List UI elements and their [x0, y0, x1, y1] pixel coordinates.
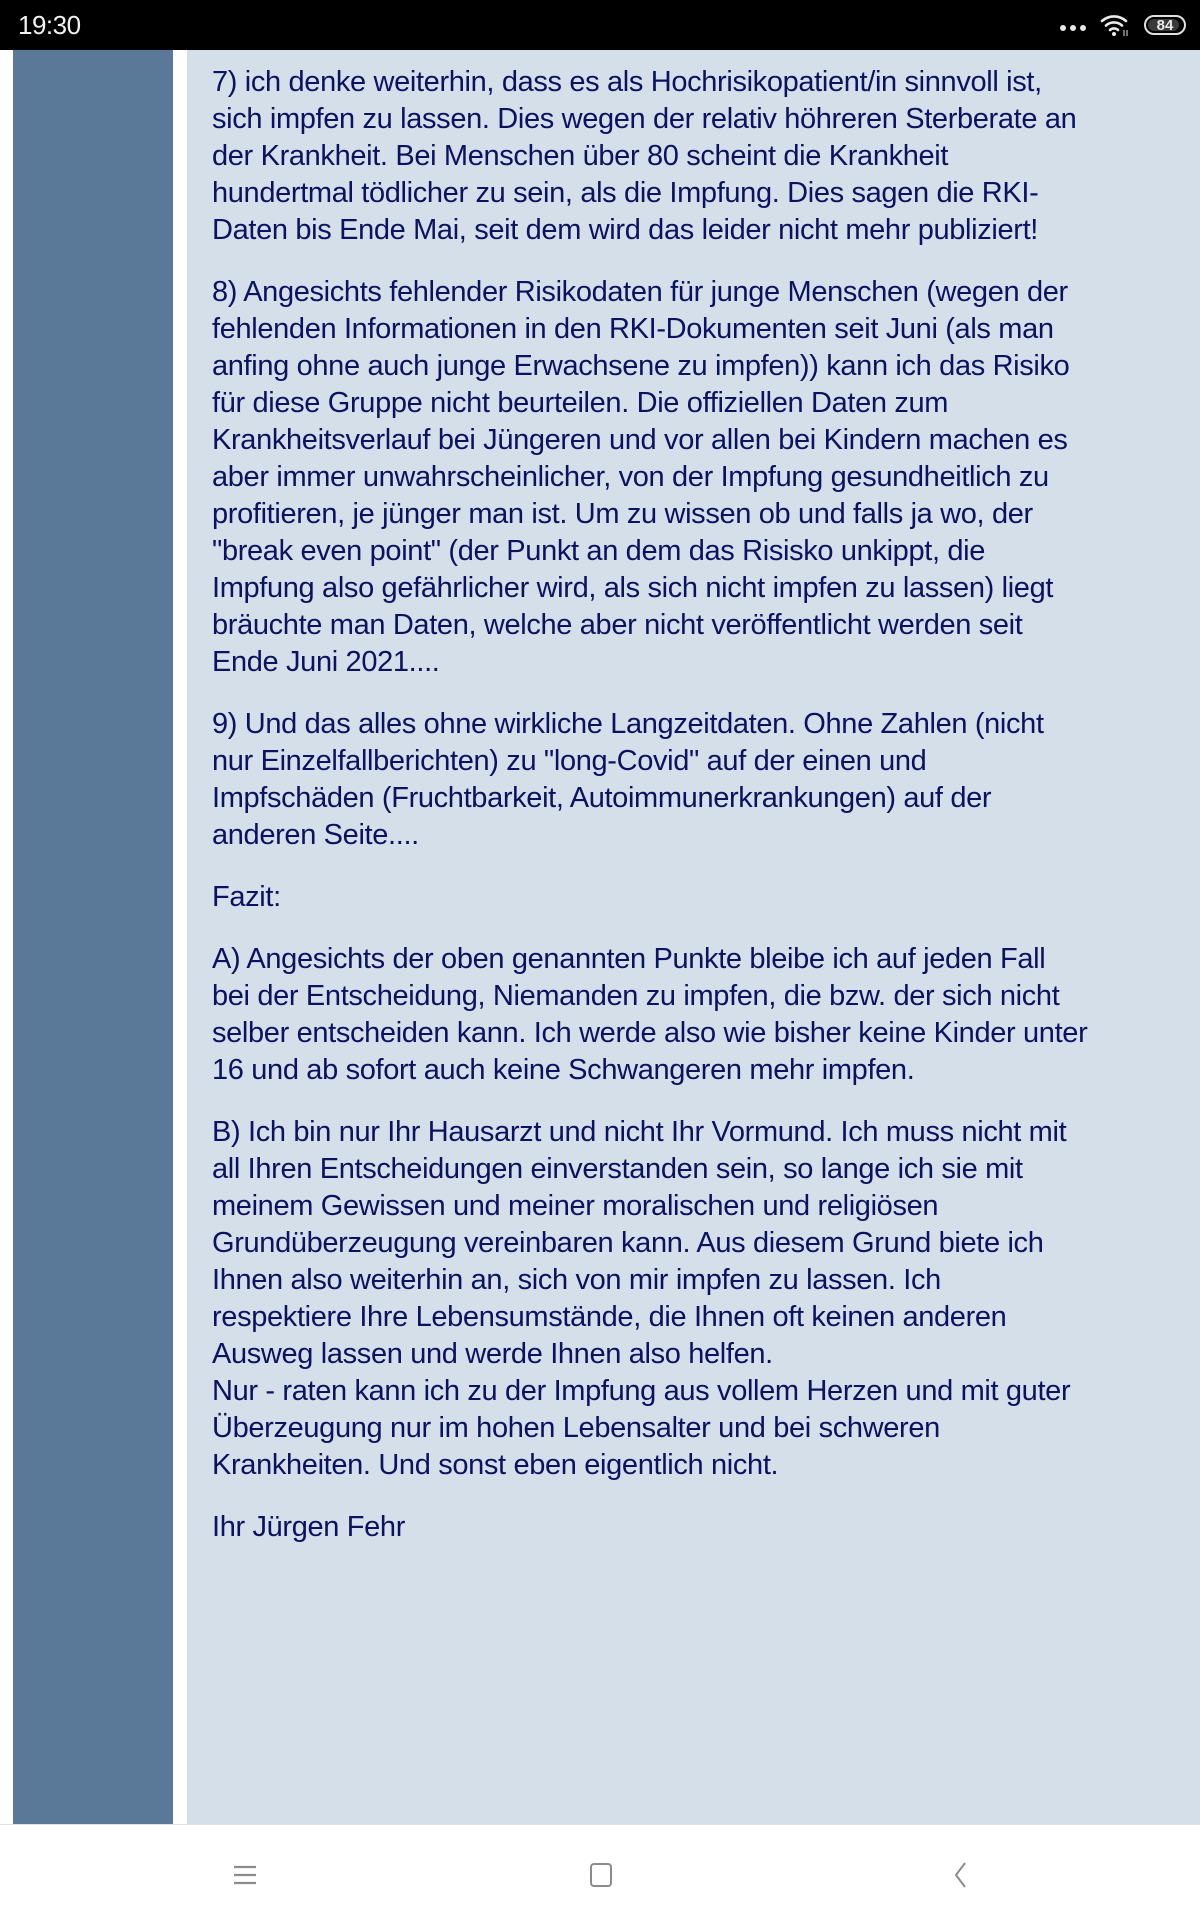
text-line: B) Ich bin nur Ihr Hausarzt und nicht Ihr Vormund. Ich muss nicht mit	[212, 1116, 1067, 1148]
text-line: bei der Entscheidung, Niemanden zu impfen, die bzw. der sich nicht	[212, 980, 1060, 1012]
paragraph-point-9	[212, 706, 1187, 854]
paragraph-signature	[212, 1509, 1187, 1546]
text-line: all Ihren Entscheidungen einverstanden sein, so lange ich sie mit	[212, 1153, 1023, 1185]
text-line: 8) Angesichts fehlender Risikodaten für junge Menschen (wegen der	[212, 276, 1068, 308]
text-line: Fazit:	[212, 881, 281, 913]
paragraph-conclusion-b	[212, 1114, 1187, 1484]
battery-icon	[1144, 15, 1186, 35]
text-line: Ende Juni 2021....	[212, 646, 440, 678]
text-line: fehlenden Informationen in den RKI-Dokumenten seit Juni (als man	[212, 313, 1054, 345]
text-line: Ausweg lassen und werde Ihnen also helfen.	[212, 1338, 773, 1370]
text-line: anderen Seite....	[212, 819, 419, 851]
navigation-bar	[0, 1825, 1200, 1920]
back-chevron-icon	[952, 1861, 968, 1889]
text-line: Impfschäden (Fruchtbarkeit, Autoimmunerkrankungen) auf der	[212, 782, 992, 814]
text-line: Krankheiten. Und sonst eben eigentlich nicht.	[212, 1449, 779, 1481]
text-line: Grundüberzeugung vereinbaren kann. Aus diesem Grund biete ich	[212, 1227, 1044, 1259]
text-line: profitieren, je jünger man ist. Um zu wissen ob und falls ja wo, der	[212, 498, 1033, 530]
paragraph-point-8	[212, 274, 1187, 681]
paragraph-point-7	[212, 64, 1187, 249]
sidebar-column	[13, 50, 173, 1824]
text-line: der Krankheit. Bei Menschen über 80 scheint die Krankheit	[212, 140, 949, 172]
text-line: nur Einzelfallberichten) zu "long-Covid" auf der einen und	[212, 745, 927, 777]
wifi-icon	[1100, 13, 1130, 37]
text-line: für diese Gruppe nicht beurteilen. Die offiziellen Daten zum	[212, 387, 949, 419]
text-line: hundertmal tödlicher zu sein, als die Impfung. Dies sagen die RKI-	[212, 177, 1039, 209]
status-icons	[1060, 12, 1186, 38]
recent-apps-button[interactable]	[225, 1855, 265, 1895]
letter-content	[212, 64, 1187, 1571]
text-line: sich impfen zu lassen. Dies wegen der relativ höhreren Sterberate an	[212, 103, 1077, 135]
status-bar	[0, 0, 1200, 50]
text-line: 7) ich denke weiterhin, dass es als Hochrisikopatient/in sinnvoll ist,	[212, 66, 1042, 98]
paragraph-fazit-heading	[212, 879, 1187, 916]
home-button[interactable]	[581, 1855, 621, 1895]
text-line: Ihnen also weiterhin an, sich von mir impfen zu lassen. Ich	[212, 1264, 941, 1296]
text-line: Ihr Jürgen Fehr	[212, 1511, 406, 1543]
text-line: selber entscheiden kann. Ich werde also wie bisher keine Kinder unter	[212, 1017, 1088, 1049]
text-line: Nur - raten kann ich zu der Impfung aus vollem Herzen und mit guter	[212, 1375, 1071, 1407]
text-line: 16 und ab sofort auch keine Schwangeren mehr impfen.	[212, 1054, 915, 1086]
text-line: meinem Gewissen und meiner moralischen und religiösen	[212, 1190, 939, 1222]
back-button[interactable]	[940, 1855, 980, 1895]
more-dots-icon	[1060, 25, 1086, 31]
text-line: Daten bis Ende Mai, seit dem wird das leider nicht mehr publiziert!	[212, 214, 1038, 246]
text-line: A) Angesichts der oben genannten Punkte bleibe ich auf jeden Fall	[212, 943, 1046, 975]
text-line: bräuchte man Daten, welche aber nicht veröffentlicht werden seit	[212, 609, 1023, 641]
text-line: Impfung also gefährlicher wird, als sich nicht impfen zu lassen) liegt	[212, 572, 1054, 604]
home-icon	[589, 1862, 613, 1888]
text-line: aber immer unwahrscheinlicher, von der Impfung gesundheitlich zu	[212, 461, 1049, 493]
menu-icon	[233, 1864, 257, 1886]
text-line: Überzeugung nur im hohen Lebensalter und bei schweren	[212, 1412, 940, 1444]
battery-level: 84	[1156, 16, 1174, 34]
text-line: 9) Und das alles ohne wirkliche Langzeitdaten. Ohne Zahlen (nicht	[212, 708, 1044, 740]
text-line: Krankheitsverlauf bei Jüngeren und vor allen bei Kindern machen es	[212, 424, 1068, 456]
status-time: 19:30	[18, 10, 81, 40]
paragraph-conclusion-a	[212, 941, 1187, 1089]
text-line: "break even point" (der Punkt an dem das Risisko unkippt, die	[212, 535, 986, 567]
text-line: respektiere Ihre Lebensumstände, die Ihnen oft keinen anderen	[212, 1301, 1007, 1333]
text-line: anfing ohne auch junge Erwachsene zu impfen)) kann ich das Risiko	[212, 350, 1070, 382]
